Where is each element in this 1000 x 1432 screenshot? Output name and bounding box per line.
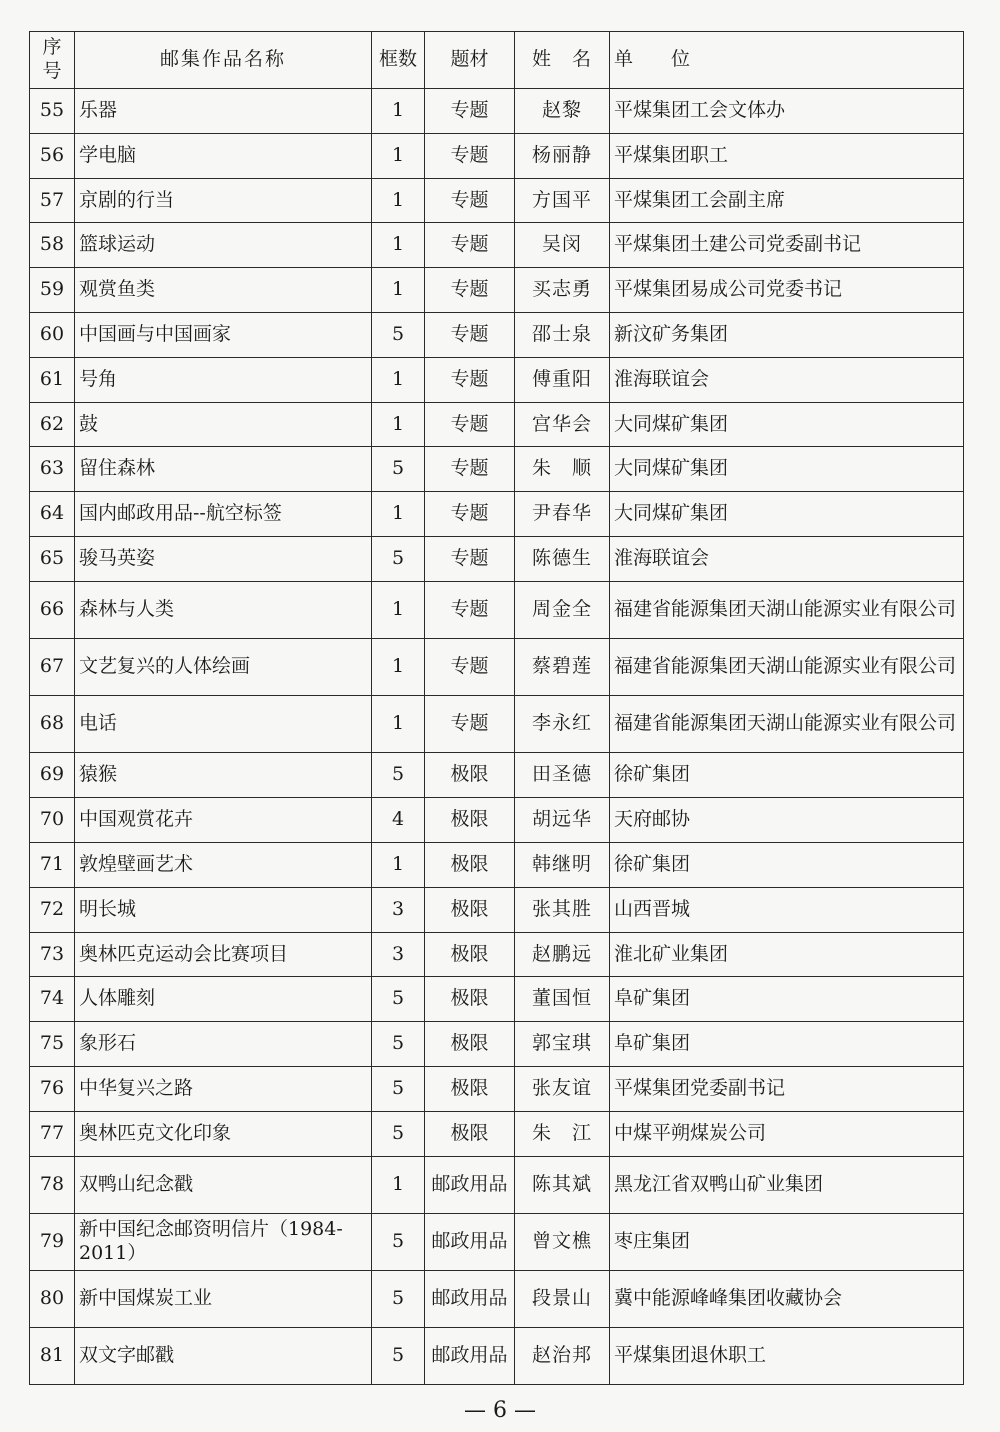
cell-title: 敦煌壁画艺术 xyxy=(75,842,372,887)
cell-no: 61 xyxy=(30,357,75,402)
cell-category: 极限 xyxy=(425,932,515,977)
cell-unit: 大同煤矿集团 xyxy=(610,447,964,492)
cell-title: 京剧的行当 xyxy=(75,178,372,223)
cell-frames: 5 xyxy=(372,753,425,798)
cell-name: 傅重阳 xyxy=(515,357,610,402)
cell-name: 宫华会 xyxy=(515,402,610,447)
cell-title: 留住森林 xyxy=(75,447,372,492)
cell-unit: 福建省能源集团天湖山能源实业有限公司 xyxy=(610,581,964,638)
cell-no: 57 xyxy=(30,178,75,223)
cell-category: 专题 xyxy=(425,402,515,447)
cell-name: 尹春华 xyxy=(515,492,610,537)
cell-no: 65 xyxy=(30,536,75,581)
cell-unit: 黑龙江省双鸭山矿业集团 xyxy=(610,1156,964,1213)
cell-category: 专题 xyxy=(425,696,515,753)
cell-title: 篮球运动 xyxy=(75,223,372,268)
table-row xyxy=(30,1111,964,1156)
cell-unit: 阜矿集团 xyxy=(610,1022,964,1067)
cell-unit: 天府邮协 xyxy=(610,798,964,843)
cell-no: 79 xyxy=(30,1213,75,1270)
cell-unit: 淮海联谊会 xyxy=(610,357,964,402)
cell-no: 66 xyxy=(30,581,75,638)
table-body xyxy=(30,89,964,1385)
cell-category: 专题 xyxy=(425,447,515,492)
header-title: 邮集作品名称 xyxy=(75,32,372,89)
cell-unit: 中煤平朔煤炭公司 xyxy=(610,1111,964,1156)
cell-title: 猿猴 xyxy=(75,753,372,798)
table-row xyxy=(30,89,964,134)
cell-frames: 1 xyxy=(372,638,425,695)
cell-no: 59 xyxy=(30,268,75,313)
table-row xyxy=(30,753,964,798)
cell-no: 75 xyxy=(30,1022,75,1067)
cell-category: 极限 xyxy=(425,798,515,843)
cell-category: 极限 xyxy=(425,977,515,1022)
cell-name: 朱 江 xyxy=(515,1111,610,1156)
header-frames: 框数 xyxy=(372,32,425,89)
table-row xyxy=(30,312,964,357)
cell-name: 蔡碧莲 xyxy=(515,638,610,695)
cell-no: 67 xyxy=(30,638,75,695)
cell-category: 邮政用品 xyxy=(425,1156,515,1213)
cell-name: 杨丽静 xyxy=(515,133,610,178)
cell-title: 乐器 xyxy=(75,89,372,134)
cell-frames: 5 xyxy=(372,1213,425,1270)
cell-name: 赵治邦 xyxy=(515,1328,610,1385)
cell-category: 专题 xyxy=(425,223,515,268)
cell-name: 段景山 xyxy=(515,1270,610,1327)
cell-category: 极限 xyxy=(425,842,515,887)
cell-category: 专题 xyxy=(425,268,515,313)
cell-frames: 1 xyxy=(372,268,425,313)
cell-frames: 1 xyxy=(372,89,425,134)
table-row xyxy=(30,1022,964,1067)
cell-category: 极限 xyxy=(425,887,515,932)
table-row xyxy=(30,357,964,402)
cell-unit: 徐矿集团 xyxy=(610,753,964,798)
cell-title: 明长城 xyxy=(75,887,372,932)
cell-frames: 5 xyxy=(372,1066,425,1111)
cell-unit: 阜矿集团 xyxy=(610,977,964,1022)
cell-title: 观赏鱼类 xyxy=(75,268,372,313)
cell-category: 极限 xyxy=(425,1066,515,1111)
cell-unit: 福建省能源集团天湖山能源实业有限公司 xyxy=(610,638,964,695)
cell-name: 方国平 xyxy=(515,178,610,223)
table-row xyxy=(30,492,964,537)
cell-unit: 新汶矿务集团 xyxy=(610,312,964,357)
cell-unit: 平煤集团易成公司党委书记 xyxy=(610,268,964,313)
cell-frames: 1 xyxy=(372,357,425,402)
cell-title: 骏马英姿 xyxy=(75,536,372,581)
cell-no: 77 xyxy=(30,1111,75,1156)
cell-no: 73 xyxy=(30,932,75,977)
cell-category: 专题 xyxy=(425,357,515,402)
cell-frames: 3 xyxy=(372,932,425,977)
cell-unit: 枣庄集团 xyxy=(610,1213,964,1270)
table-row xyxy=(30,887,964,932)
header-row xyxy=(30,32,964,89)
cell-frames: 5 xyxy=(372,1022,425,1067)
cell-unit: 大同煤矿集团 xyxy=(610,402,964,447)
cell-category: 邮政用品 xyxy=(425,1213,515,1270)
cell-no: 58 xyxy=(30,223,75,268)
header-name: 姓 名 xyxy=(515,32,610,89)
cell-category: 邮政用品 xyxy=(425,1328,515,1385)
cell-frames: 1 xyxy=(372,402,425,447)
cell-title: 号角 xyxy=(75,357,372,402)
table-row xyxy=(30,842,964,887)
cell-title: 中国画与中国画家 xyxy=(75,312,372,357)
cell-no: 62 xyxy=(30,402,75,447)
cell-category: 专题 xyxy=(425,133,515,178)
cell-frames: 3 xyxy=(372,887,425,932)
cell-frames: 5 xyxy=(372,312,425,357)
exhibit-roster-table xyxy=(29,31,964,1385)
cell-no: 78 xyxy=(30,1156,75,1213)
table-row xyxy=(30,1156,964,1213)
cell-frames: 5 xyxy=(372,977,425,1022)
cell-frames: 5 xyxy=(372,1111,425,1156)
cell-name: 张友谊 xyxy=(515,1066,610,1111)
cell-frames: 4 xyxy=(372,798,425,843)
cell-unit: 平煤集团党委副书记 xyxy=(610,1066,964,1111)
table-row xyxy=(30,223,964,268)
cell-no: 80 xyxy=(30,1270,75,1327)
cell-title: 奥林匹克文化印象 xyxy=(75,1111,372,1156)
cell-no: 64 xyxy=(30,492,75,537)
cell-unit: 山西晋城 xyxy=(610,887,964,932)
table-row xyxy=(30,447,964,492)
cell-name: 张其胜 xyxy=(515,887,610,932)
cell-name: 郭宝琪 xyxy=(515,1022,610,1067)
table-row xyxy=(30,1213,964,1270)
cell-frames: 5 xyxy=(372,536,425,581)
cell-category: 专题 xyxy=(425,536,515,581)
cell-category: 专题 xyxy=(425,581,515,638)
table-row xyxy=(30,581,964,638)
cell-name: 吴闵 xyxy=(515,223,610,268)
cell-no: 68 xyxy=(30,696,75,753)
cell-unit: 徐矿集团 xyxy=(610,842,964,887)
cell-name: 赵黎 xyxy=(515,89,610,134)
header-category: 题材 xyxy=(425,32,515,89)
cell-no: 74 xyxy=(30,977,75,1022)
cell-name: 陈其斌 xyxy=(515,1156,610,1213)
cell-title: 新中国纪念邮资明信片（1984-2011） xyxy=(75,1213,372,1270)
cell-no: 56 xyxy=(30,133,75,178)
page-number: — 6 — xyxy=(464,1398,536,1423)
cell-title: 奥林匹克运动会比赛项目 xyxy=(75,932,372,977)
cell-title: 人体雕刻 xyxy=(75,977,372,1022)
cell-title: 双鸭山纪念戳 xyxy=(75,1156,372,1213)
cell-title: 国内邮政用品--航空标签 xyxy=(75,492,372,537)
cell-frames: 1 xyxy=(372,178,425,223)
cell-frames: 1 xyxy=(372,133,425,178)
cell-unit: 冀中能源峰峰集团收藏协会 xyxy=(610,1270,964,1327)
cell-title: 新中国煤炭工业 xyxy=(75,1270,372,1327)
cell-name: 陈德生 xyxy=(515,536,610,581)
table-row xyxy=(30,1270,964,1327)
cell-name: 李永红 xyxy=(515,696,610,753)
cell-frames: 1 xyxy=(372,842,425,887)
table-row xyxy=(30,1328,964,1385)
cell-category: 极限 xyxy=(425,1022,515,1067)
cell-unit: 平煤集团职工 xyxy=(610,133,964,178)
table-row xyxy=(30,932,964,977)
table-row xyxy=(30,536,964,581)
cell-unit: 淮海联谊会 xyxy=(610,536,964,581)
cell-frames: 5 xyxy=(372,447,425,492)
cell-unit: 平煤集团工会副主席 xyxy=(610,178,964,223)
cell-no: 81 xyxy=(30,1328,75,1385)
cell-no: 72 xyxy=(30,887,75,932)
table-row xyxy=(30,638,964,695)
cell-no: 55 xyxy=(30,89,75,134)
cell-no: 60 xyxy=(30,312,75,357)
cell-title: 电话 xyxy=(75,696,372,753)
cell-frames: 1 xyxy=(372,696,425,753)
cell-unit: 平煤集团工会文体办 xyxy=(610,89,964,134)
cell-name: 胡远华 xyxy=(515,798,610,843)
cell-frames: 1 xyxy=(372,581,425,638)
table-row xyxy=(30,133,964,178)
cell-name: 邵士泉 xyxy=(515,312,610,357)
cell-frames: 5 xyxy=(372,1270,425,1327)
cell-name: 朱 顺 xyxy=(515,447,610,492)
cell-name: 董国恒 xyxy=(515,977,610,1022)
cell-frames: 1 xyxy=(372,492,425,537)
table-row xyxy=(30,696,964,753)
cell-unit: 淮北矿业集团 xyxy=(610,932,964,977)
cell-title: 文艺复兴的人体绘画 xyxy=(75,638,372,695)
cell-unit: 福建省能源集团天湖山能源实业有限公司 xyxy=(610,696,964,753)
cell-category: 专题 xyxy=(425,178,515,223)
cell-title: 象形石 xyxy=(75,1022,372,1067)
cell-title: 双文字邮戳 xyxy=(75,1328,372,1385)
cell-no: 63 xyxy=(30,447,75,492)
cell-title: 中华复兴之路 xyxy=(75,1066,372,1111)
cell-name: 周金全 xyxy=(515,581,610,638)
table-row xyxy=(30,798,964,843)
cell-category: 专题 xyxy=(425,638,515,695)
cell-category: 极限 xyxy=(425,1111,515,1156)
header-unit: 单 位 xyxy=(610,32,964,89)
cell-category: 专题 xyxy=(425,312,515,357)
cell-frames: 1 xyxy=(372,223,425,268)
cell-title: 中国观赏花卉 xyxy=(75,798,372,843)
cell-category: 专题 xyxy=(425,492,515,537)
cell-unit: 大同煤矿集团 xyxy=(610,492,964,537)
cell-category: 专题 xyxy=(425,89,515,134)
cell-name: 韩继明 xyxy=(515,842,610,887)
cell-category: 极限 xyxy=(425,753,515,798)
cell-name: 田圣德 xyxy=(515,753,610,798)
cell-frames: 5 xyxy=(372,1328,425,1385)
cell-frames: 1 xyxy=(372,1156,425,1213)
table-row xyxy=(30,1066,964,1111)
cell-no: 70 xyxy=(30,798,75,843)
cell-title: 森林与人类 xyxy=(75,581,372,638)
cell-title: 学电脑 xyxy=(75,133,372,178)
table-row xyxy=(30,178,964,223)
cell-category: 邮政用品 xyxy=(425,1270,515,1327)
cell-no: 71 xyxy=(30,842,75,887)
cell-unit: 平煤集团退休职工 xyxy=(610,1328,964,1385)
header-no: 序号 xyxy=(30,32,75,89)
cell-name: 买志勇 xyxy=(515,268,610,313)
table-row xyxy=(30,402,964,447)
table-row xyxy=(30,268,964,313)
cell-name: 曾文樵 xyxy=(515,1213,610,1270)
cell-no: 69 xyxy=(30,753,75,798)
cell-title: 鼓 xyxy=(75,402,372,447)
cell-name: 赵鹏远 xyxy=(515,932,610,977)
cell-unit: 平煤集团土建公司党委副书记 xyxy=(610,223,964,268)
cell-no: 76 xyxy=(30,1066,75,1111)
table-row xyxy=(30,977,964,1022)
